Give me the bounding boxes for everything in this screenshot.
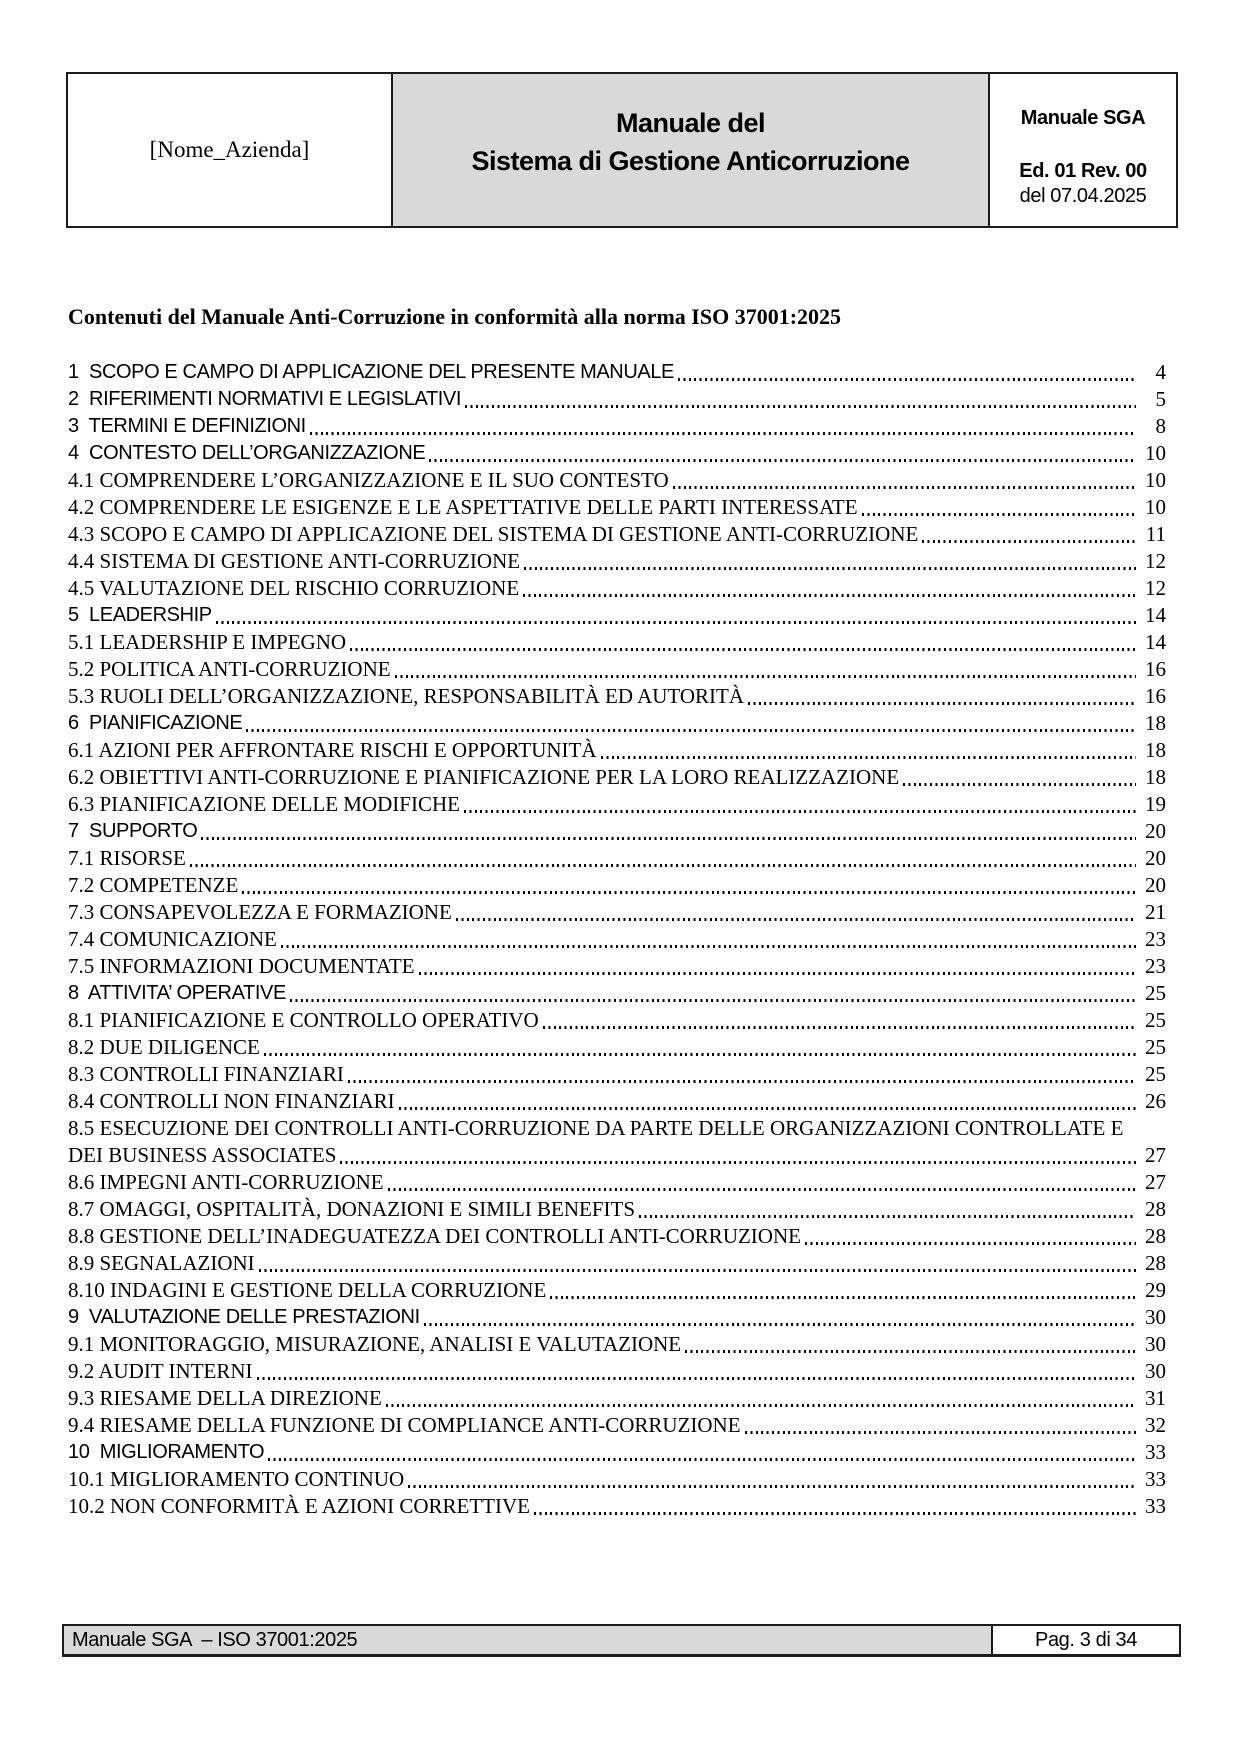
toc-page-number: 27 bbox=[1145, 1143, 1166, 1167]
toc-entry bbox=[68, 818, 1166, 845]
toc-entry-title: 8.9 SEGNALAZIONI bbox=[68, 1251, 255, 1275]
toc-entry bbox=[68, 440, 1166, 467]
toc-page-number: 11 bbox=[1145, 522, 1166, 546]
toc-leader-dots bbox=[399, 1107, 1136, 1110]
edition-revision: Ed. 01 Rev. 00 bbox=[1019, 160, 1147, 182]
toc-leader-dots bbox=[922, 540, 1136, 543]
toc-page-number: 10 bbox=[1145, 495, 1166, 519]
toc-page-number: 23 bbox=[1145, 954, 1166, 978]
toc-entry-title: 6.1 AZIONI PER AFFRONTARE RISCHI E OPPORTUNITÀ bbox=[68, 738, 597, 762]
toc-leader-dots bbox=[748, 702, 1136, 705]
toc-page-number: 28 bbox=[1145, 1251, 1166, 1275]
toc-entry-title: 4.3 SCOPO E CAMPO DI APPLICAZIONE DEL SISTEMA DI GESTIONE ANTI-CORRUZIONE bbox=[68, 522, 919, 546]
toc-entry-title: 7.5 INFORMAZIONI DOCUMENTATE bbox=[68, 954, 415, 978]
toc-page-number: 25 bbox=[1145, 1008, 1166, 1032]
toc-entry bbox=[68, 413, 1166, 440]
toc-page-number: 21 bbox=[1145, 900, 1166, 924]
toc-entry bbox=[68, 1142, 1166, 1169]
toc-entry bbox=[68, 791, 1166, 818]
toc-leader-dots bbox=[543, 1026, 1136, 1029]
header-meta-cell bbox=[990, 74, 1176, 226]
footer-table bbox=[62, 1624, 1181, 1657]
manual-title-line1: Manuale del bbox=[615, 108, 766, 138]
toc-leader-dots bbox=[242, 891, 1136, 894]
toc-leader-dots bbox=[424, 1323, 1136, 1326]
toc-entry-title: 9.1 MONITORAGGIO, MISURAZIONE, ANALISI E VALUTAZIONE bbox=[68, 1332, 682, 1356]
toc-entry-title: 4.2 COMPRENDERE LE ESIGENZE E LE ASPETTATIVE DELLE PARTI INTERESSATE bbox=[68, 495, 858, 519]
toc-entry-title: 9.2 AUDIT INTERNI bbox=[68, 1359, 253, 1383]
toc-entry-title: 6.2 OBIETTIVI ANTI-CORRUZIONE E PIANIFICAZIONE PER LA LORO REALIZZAZIONE bbox=[68, 765, 900, 789]
toc-entry-title: 5 LEADERSHIP bbox=[68, 604, 212, 626]
toc-entry-title: 8.10 INDAGINI E GESTIONE DELLA CORRUZIONE bbox=[68, 1278, 547, 1302]
toc-page-number: 10 bbox=[1145, 468, 1166, 492]
toc-page-number: 12 bbox=[1145, 576, 1166, 600]
toc-page-number: 25 bbox=[1145, 981, 1166, 1005]
toc-entry-title: 8.6 IMPEGNI ANTI-CORRUZIONE bbox=[68, 1170, 384, 1194]
toc-leader-dots bbox=[429, 459, 1136, 462]
toc-page-number: 32 bbox=[1145, 1413, 1166, 1437]
toc-entry-title: 1 SCOPO E CAMPO DI APPLICAZIONE DEL PRESENTE MANUALE bbox=[68, 361, 674, 383]
toc-page-number: 20 bbox=[1145, 873, 1166, 897]
toc-entry-title: 8.1 PIANIFICAZIONE E CONTROLLO OPERATIVO bbox=[68, 1008, 539, 1032]
toc-leader-dots bbox=[601, 756, 1136, 759]
toc-leader-dots bbox=[903, 783, 1136, 786]
toc-entry bbox=[68, 1412, 1166, 1439]
toc-entry bbox=[68, 521, 1166, 548]
toc-entry bbox=[68, 1331, 1166, 1358]
toc-leader-dots bbox=[524, 567, 1136, 570]
toc-page-number: 25 bbox=[1145, 1035, 1166, 1059]
toc-entry bbox=[68, 899, 1166, 926]
toc-entry bbox=[68, 953, 1166, 980]
toc-entry-title: 10 MIGLIORAMENTO bbox=[68, 1441, 265, 1463]
toc-leader-dots bbox=[550, 1296, 1136, 1299]
toc-entry bbox=[68, 1034, 1166, 1061]
header-company-cell bbox=[68, 74, 393, 226]
toc-entry bbox=[68, 1007, 1166, 1034]
toc-entry-title: 7.3 CONSAPEVOLEZZA E FORMAZIONE bbox=[68, 900, 452, 924]
toc-page-number: 30 bbox=[1145, 1332, 1166, 1356]
toc-leader-dots bbox=[340, 1161, 1136, 1164]
toc-leader-dots bbox=[257, 1377, 1136, 1380]
toc-entry-title: 4.1 COMPRENDERE L’ORGANIZZAZIONE E IL SUO CONTESTO bbox=[68, 468, 669, 492]
toc-entry-title: 5.1 LEADERSHIP E IMPEGNO bbox=[68, 630, 347, 654]
toc-leader-dots bbox=[465, 405, 1136, 408]
toc-leader-dots bbox=[386, 1404, 1136, 1407]
toc-leader-dots bbox=[246, 729, 1136, 732]
toc-page-number: 8 bbox=[1155, 414, 1166, 438]
toc-leader-dots bbox=[456, 918, 1136, 921]
toc-entry-title: 6.3 PIANIFICAZIONE DELLE MODIFICHE bbox=[68, 792, 460, 816]
toc-leader-dots bbox=[201, 837, 1136, 840]
toc-entry bbox=[68, 467, 1166, 494]
footer-doc-reference-cell bbox=[64, 1626, 993, 1654]
toc-page-number: 20 bbox=[1145, 846, 1166, 870]
toc-entry bbox=[68, 1088, 1166, 1115]
toc-leader-dots bbox=[408, 1485, 1136, 1488]
toc-entry bbox=[68, 629, 1166, 656]
toc-entry bbox=[68, 656, 1166, 683]
header-title-cell bbox=[393, 74, 990, 226]
toc-entry-title: 6 PIANIFICAZIONE bbox=[68, 712, 243, 734]
toc-leader-dots bbox=[685, 1350, 1136, 1353]
toc-entry-title: 5.3 RUOLI DELL’ORGANIZZAZIONE, RESPONSABILITÀ ED AUTORITÀ bbox=[68, 684, 745, 708]
toc-entry-title: 9.4 RIESAME DELLA FUNZIONE DI COMPLIANCE ANTI-CORRUZIONE bbox=[68, 1413, 741, 1437]
toc-leader-dots bbox=[264, 1053, 1136, 1056]
toc-entry bbox=[68, 1169, 1166, 1196]
toc-leader-dots bbox=[290, 999, 1136, 1002]
toc-page-number: 18 bbox=[1145, 711, 1166, 735]
toc-leader-dots bbox=[805, 1242, 1136, 1245]
toc-leader-dots bbox=[745, 1431, 1136, 1434]
toc-leader-dots bbox=[310, 432, 1136, 435]
toc-entry bbox=[68, 872, 1166, 899]
header-table bbox=[66, 72, 1178, 228]
toc-entry bbox=[68, 575, 1166, 602]
toc-leader-dots bbox=[190, 864, 1136, 867]
toc-leader-dots bbox=[350, 648, 1136, 651]
toc-entry-title: 7 SUPPORTO bbox=[68, 820, 198, 842]
toc-page-number: 28 bbox=[1145, 1197, 1166, 1221]
doc-code: Manuale SGA bbox=[1020, 107, 1146, 129]
toc-leader-dots bbox=[281, 945, 1136, 948]
toc-page-number: 25 bbox=[1145, 1062, 1166, 1086]
toc-page-number: 33 bbox=[1145, 1494, 1166, 1518]
toc-entry-title: 10.1 MIGLIORAMENTO CONTINUO bbox=[68, 1467, 405, 1491]
manual-title-line2: Sistema di Gestione Anticorruzione bbox=[471, 146, 910, 176]
toc-entry-title: 4 CONTESTO DELL’ORGANIZZAZIONE bbox=[68, 442, 426, 464]
toc-entry bbox=[68, 386, 1166, 413]
toc-list bbox=[68, 359, 1166, 1520]
toc-page-number: 29 bbox=[1145, 1278, 1166, 1302]
toc-entry bbox=[68, 1223, 1166, 1250]
toc-page-number: 5 bbox=[1155, 387, 1166, 411]
toc-leader-dots bbox=[395, 675, 1136, 678]
toc-entry bbox=[68, 1196, 1166, 1223]
toc-entry bbox=[68, 548, 1166, 575]
toc-leader-dots bbox=[268, 1458, 1136, 1461]
toc-page-number: 20 bbox=[1145, 819, 1166, 843]
toc-entry-title: 8 ATTIVITA’ OPERATIVE bbox=[68, 982, 286, 1004]
toc-page-number: 33 bbox=[1145, 1467, 1166, 1491]
toc-entry bbox=[68, 602, 1166, 629]
toc-leader-dots bbox=[639, 1215, 1136, 1218]
toc-page-number: 27 bbox=[1145, 1170, 1166, 1194]
toc-page-number: 14 bbox=[1145, 630, 1166, 654]
toc-entry bbox=[68, 980, 1166, 1007]
toc-entry bbox=[68, 683, 1166, 710]
toc-entry bbox=[68, 845, 1166, 872]
toc-entry-title: 8.7 OMAGGI, OSPITALITÀ, DONAZIONI E SIMILI BENEFITS bbox=[68, 1197, 636, 1221]
toc-leader-dots bbox=[862, 513, 1136, 516]
toc-page-number: 30 bbox=[1145, 1359, 1166, 1383]
toc-entry bbox=[68, 1358, 1166, 1385]
toc-entry bbox=[68, 1115, 1166, 1142]
toc-page-number: 31 bbox=[1145, 1386, 1166, 1410]
toc-page-number: 16 bbox=[1145, 657, 1166, 681]
toc-leader-dots bbox=[348, 1080, 1136, 1083]
toc-entry bbox=[68, 710, 1166, 737]
toc-entry-title: 7.2 COMPETENZE bbox=[68, 873, 239, 897]
toc-entry bbox=[68, 1385, 1166, 1412]
company-name: [Nome_Azienda] bbox=[149, 137, 310, 162]
toc-leader-dots bbox=[673, 486, 1136, 489]
toc-entry-title: 4.4 SISTEMA DI GESTIONE ANTI-CORRUZIONE bbox=[68, 549, 521, 573]
toc-entry-title: 2 RIFERIMENTI NORMATIVI E LEGISLATIVI bbox=[68, 388, 462, 410]
toc-leader-dots bbox=[464, 810, 1136, 813]
toc-page-number: 4 bbox=[1155, 360, 1166, 384]
toc-leader-dots bbox=[388, 1188, 1136, 1191]
toc-entry-title: 7.4 COMUNICAZIONE bbox=[68, 927, 277, 951]
toc-page-number: 23 bbox=[1145, 927, 1166, 951]
toc-entry bbox=[68, 764, 1166, 791]
toc-page-number: 33 bbox=[1145, 1440, 1166, 1464]
toc-page-number: 18 bbox=[1145, 738, 1166, 762]
toc-entry bbox=[68, 1061, 1166, 1088]
toc-entry bbox=[68, 926, 1166, 953]
toc-entry-title: 3 TERMINI E DEFINIZIONI bbox=[68, 415, 306, 437]
toc-entry-title: 5.2 POLITICA ANTI-CORRUZIONE bbox=[68, 657, 391, 681]
toc-entry bbox=[68, 359, 1166, 386]
toc-heading: Contenuti del Manuale Anti-Corruzione in conformità alla norma ISO 37001:2025 bbox=[68, 304, 842, 329]
footer-page-number-cell bbox=[993, 1626, 1179, 1654]
toc-leader-dots bbox=[523, 594, 1136, 597]
footer-page-number: Pag. 3 di 34 bbox=[1035, 1628, 1137, 1651]
toc-page-number: 30 bbox=[1145, 1305, 1166, 1329]
toc-entry-title: 8.3 CONTROLLI FINANZIARI bbox=[68, 1062, 344, 1086]
toc-leader-dots bbox=[419, 972, 1136, 975]
toc-leader-dots bbox=[678, 378, 1136, 381]
toc-entry bbox=[68, 1493, 1166, 1520]
footer-doc-reference: Manuale SGA – ISO 37001:2025 bbox=[72, 1628, 358, 1651]
toc-entry bbox=[68, 1466, 1166, 1493]
toc-page-number: 16 bbox=[1145, 684, 1166, 708]
toc-entry-title: 4.5 VALUTAZIONE DEL RISCHIO CORRUZIONE bbox=[68, 576, 520, 600]
toc-entry-title: 8.2 DUE DILIGENCE bbox=[68, 1035, 260, 1059]
edition-date: del 07.04.2025 bbox=[1019, 185, 1147, 207]
toc-entry-title: 8.5 ESECUZIONE DEI CONTROLLI ANTI-CORRUZIONE DA PARTE DELLE ORGANIZZAZIONI CONTROLLATE E bbox=[68, 1116, 1124, 1140]
toc-entry-title: 7.1 RISORSE bbox=[68, 846, 186, 870]
toc-page-number: 26 bbox=[1145, 1089, 1166, 1113]
toc-entry bbox=[68, 1304, 1166, 1331]
toc-entry-title: 8.4 CONTROLLI NON FINANZIARI bbox=[68, 1089, 395, 1113]
toc-page-number: 12 bbox=[1145, 549, 1166, 573]
toc-entry bbox=[68, 494, 1166, 521]
toc-leader-dots bbox=[534, 1512, 1136, 1515]
toc-entry bbox=[68, 1277, 1166, 1304]
toc-entry-title: 8.8 GESTIONE DELL’INADEGUATEZZA DEI CONTROLLI ANTI-CORRUZIONE bbox=[68, 1224, 801, 1248]
toc-leader-dots bbox=[216, 621, 1136, 624]
toc-entry-title: DEI BUSINESS ASSOCIATES bbox=[68, 1143, 337, 1167]
toc-page-number: 18 bbox=[1145, 765, 1166, 789]
toc-entry bbox=[68, 737, 1166, 764]
toc-page-number: 28 bbox=[1145, 1224, 1166, 1248]
toc-leader-dots bbox=[259, 1269, 1136, 1272]
toc-page-number: 14 bbox=[1145, 603, 1166, 627]
toc-page-number: 19 bbox=[1145, 792, 1166, 816]
toc-entry bbox=[68, 1250, 1166, 1277]
toc-page-number: 10 bbox=[1145, 441, 1166, 465]
toc-entry-title: 9 VALUTAZIONE DELLE PRESTAZIONI bbox=[68, 1306, 420, 1328]
toc-entry-title: 10.2 NON CONFORMITÀ E AZIONI CORRETTIVE bbox=[68, 1494, 530, 1518]
toc-entry bbox=[68, 1439, 1166, 1466]
toc-entry-title: 9.3 RIESAME DELLA DIREZIONE bbox=[68, 1386, 382, 1410]
